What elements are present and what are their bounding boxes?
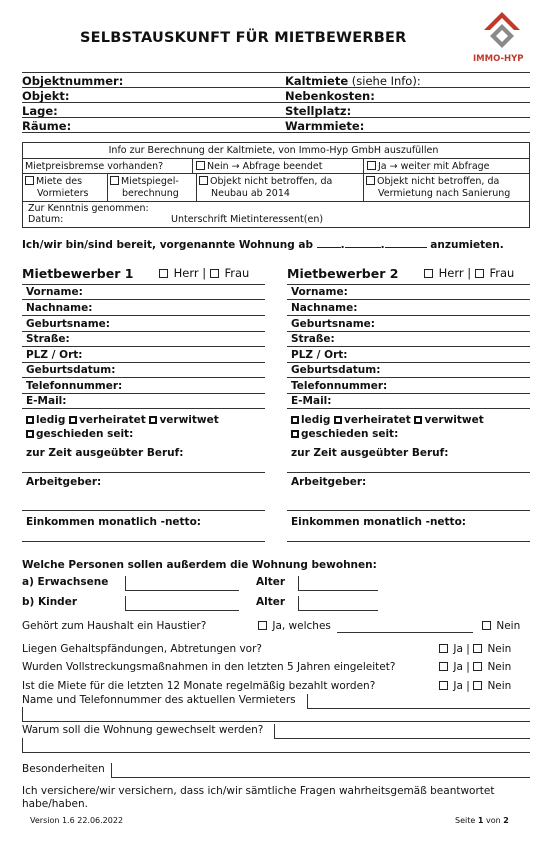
residents-question: Welche Personen sollen außerdem die Wohnung bewohnen: — [22, 559, 377, 571]
gehaltspfaendung-options[interactable]: Ja | Nein — [439, 643, 511, 655]
sanierung-option[interactable]: Objekt nicht betroffen, da Vermietung nach Sanierung — [366, 176, 510, 200]
company-logo — [474, 8, 530, 68]
ledig-checkbox[interactable] — [291, 416, 299, 424]
miete-bezahlt-question: Ist die Miete für die letzten 12 Monate regelmäßig bezahlt worden? — [22, 680, 376, 692]
page-title: SELBSTAUSKUNFT FÜR MIETBEWERBER — [80, 30, 407, 46]
intent-line: Ich/wir bin/sind bereit, vorgenannte Wohnung ab . . anzumieten. — [22, 239, 504, 251]
applicant-2-geburtsdatum: Geburtsdatum: — [291, 364, 381, 376]
herr-checkbox[interactable] — [424, 269, 433, 278]
declaration-line-1: Ich versichere/wir versichern, dass ich/wir sämtliche Fragen wahrheitsgemäß beantwortet — [22, 785, 495, 797]
applicant-2-salutation[interactable]: Herr | Frau — [424, 266, 514, 280]
haustier-ja-checkbox[interactable] — [258, 621, 267, 630]
haustier-nein-checkbox[interactable] — [482, 621, 491, 630]
mietpreisbremse-label: Mietpreisbremse vorhanden? — [25, 161, 164, 172]
arrow-right-icon: → — [231, 161, 240, 172]
applicant-1-strasse: Straße: — [26, 333, 70, 345]
applicant-1-heading: Mietbewerber 1 — [22, 266, 134, 281]
unterschrift-label: Unterschrift Mietinteressent(en) — [171, 214, 324, 225]
erwachsene-label: a) Erwachsene — [22, 576, 109, 588]
applicant-2-geschieden[interactable]: geschieden seit: — [291, 428, 398, 440]
neubau-checkbox[interactable] — [199, 176, 208, 185]
ja-checkbox[interactable] — [439, 644, 448, 653]
erwachsene-field[interactable] — [125, 590, 239, 591]
declaration-line-2: habe/haben. — [22, 798, 88, 810]
frau-checkbox[interactable] — [210, 269, 219, 278]
geschieden-checkbox[interactable] — [26, 430, 34, 438]
version-label: Version 1.6 22.06.2022 — [30, 816, 124, 825]
applicant-1-telefon: Telefonnummer: — [26, 380, 123, 392]
ja-checkbox[interactable] — [367, 161, 376, 170]
kinder-alter-field[interactable] — [298, 610, 378, 611]
kaltmiete-label: Kaltmiete (siehe Info): — [285, 74, 421, 88]
applicant-2-family-status[interactable]: ledig verheiratet verwitwet — [291, 414, 484, 426]
start-day-field[interactable] — [317, 239, 341, 248]
applicant-2-arbeitgeber: Arbeitgeber: — [291, 476, 367, 488]
vermieter-field[interactable] — [307, 708, 530, 709]
applicant-1-plz-ort: PLZ / Ort: — [26, 349, 83, 361]
verwitwet-checkbox[interactable] — [414, 416, 422, 424]
applicant-2-beruf: zur Zeit ausgeübter Beruf: — [291, 447, 449, 459]
frau-checkbox[interactable] — [475, 269, 484, 278]
applicant-1-vorname: Vorname: — [26, 286, 83, 298]
warmmiete-label: Warmmiete: — [285, 119, 365, 133]
haustier-nein-option[interactable]: Nein — [482, 620, 520, 632]
info-heading: Info zur Berechnung der Kaltmiete, von Immo-Hyp GmbH auszufüllen — [108, 145, 439, 156]
start-year-field[interactable] — [385, 239, 427, 248]
erwachsene-alter-field[interactable] — [298, 590, 378, 591]
warum-field-line-2[interactable] — [22, 752, 530, 753]
miete-bezahlt-options[interactable]: Ja | Nein — [439, 680, 511, 692]
applicant-2-email: E-Mail: — [291, 395, 332, 407]
ja-weiter-option[interactable]: Ja → weiter mit Abfrage — [367, 161, 490, 172]
nebenkosten-label: Nebenkosten: — [285, 89, 375, 103]
applicant-2-telefon: Telefonnummer: — [291, 380, 388, 392]
applicant-2-einkommen: Einkommen monatlich -netto: — [291, 516, 466, 528]
applicant-2-vorname: Vorname: — [291, 286, 348, 298]
mietspiegel-option[interactable]: Mietspiegel- berechnung — [110, 176, 179, 200]
stellplatz-label: Stellplatz: — [285, 104, 352, 118]
haustier-welches-field[interactable] — [337, 632, 473, 633]
nein-abfrage-option[interactable]: Nein → Abfrage beendet — [196, 161, 323, 172]
miete-vormieter-checkbox[interactable] — [25, 176, 34, 185]
gehaltspfaendung-question: Liegen Gehaltspfändungen, Abtretungen vor? — [22, 643, 262, 655]
verheiratet-checkbox[interactable] — [69, 416, 77, 424]
applicant-1-email: E-Mail: — [26, 395, 67, 407]
vollstreckung-question: Wurden Vollstreckungsmaßnahmen in den letzten 5 Jahren eingeleitet? — [22, 661, 396, 673]
warum-field[interactable] — [274, 738, 530, 739]
applicant-2-plz-ort: PLZ / Ort: — [291, 349, 348, 361]
applicant-2-nachname: Nachname: — [291, 302, 358, 314]
applicant-1-geschieden[interactable]: geschieden seit: — [26, 428, 133, 440]
geschieden-checkbox[interactable] — [291, 430, 299, 438]
verwitwet-checkbox[interactable] — [149, 416, 157, 424]
warum-label: Warum soll die Wohnung gewechselt werden? — [22, 724, 264, 736]
nein-checkbox[interactable] — [473, 644, 482, 653]
nein-checkbox[interactable] — [196, 161, 205, 170]
ja-checkbox[interactable] — [439, 662, 448, 671]
miete-vormieter-option[interactable]: Miete des Vormieters — [25, 176, 88, 200]
applicant-1-geburtsdatum: Geburtsdatum: — [26, 364, 116, 376]
besonderheiten-label: Besonderheiten — [22, 763, 105, 775]
page-number: Seite 1 von 2 — [455, 816, 509, 825]
logo-brand-text: IMMO-HYP — [473, 54, 524, 64]
neubau-option[interactable]: Objekt nicht betroffen, da Neubau ab 2014 — [199, 176, 332, 200]
sanierung-checkbox[interactable] — [366, 176, 375, 185]
datum-label: Datum: — [28, 214, 64, 225]
mietspiegel-checkbox[interactable] — [110, 176, 119, 185]
kinder-field[interactable] — [125, 610, 239, 611]
kenntnis-label: Zur Kenntnis genommen: — [28, 203, 149, 214]
vermieter-label: Name und Telefonnummer des aktuellen Vermieters — [22, 694, 296, 706]
besonderheiten-field[interactable] — [111, 777, 530, 778]
applicant-1-salutation[interactable]: Herr | Frau — [159, 266, 249, 280]
applicant-1-geburtsname: Geburtsname: — [26, 318, 110, 330]
applicant-1-family-status[interactable]: ledig verheiratet verwitwet — [26, 414, 219, 426]
applicant-1-nachname: Nachname: — [26, 302, 93, 314]
verheiratet-checkbox[interactable] — [334, 416, 342, 424]
haustier-question: Gehört zum Haushalt ein Haustier? — [22, 620, 207, 632]
applicant-1-einkommen: Einkommen monatlich -netto: — [26, 516, 201, 528]
kinder-alter-label: Alter — [256, 596, 286, 608]
start-month-field[interactable] — [345, 239, 381, 248]
vollstreckung-options[interactable]: Ja | Nein — [439, 661, 511, 673]
erwachsene-alter-label: Alter — [256, 576, 286, 588]
nein-checkbox[interactable] — [473, 662, 482, 671]
raeume-label: Räume: — [22, 119, 72, 133]
applicant-2-strasse: Straße: — [291, 333, 335, 345]
ledig-checkbox[interactable] — [26, 416, 34, 424]
haustier-ja-option[interactable]: Ja, welches — [258, 620, 331, 632]
vermieter-field-line-2[interactable] — [22, 721, 530, 722]
applicant-1-arbeitgeber: Arbeitgeber: — [26, 476, 102, 488]
arrow-right-icon: → — [389, 161, 398, 172]
herr-checkbox[interactable] — [159, 269, 168, 278]
lage-label: Lage: — [22, 104, 58, 118]
nein-checkbox[interactable] — [473, 681, 482, 690]
kinder-label: b) Kinder — [22, 596, 77, 608]
objekt-label: Objekt: — [22, 89, 70, 103]
applicant-1-beruf: zur Zeit ausgeübter Beruf: — [26, 447, 184, 459]
objektnummer-label: Objektnummer: — [22, 74, 124, 88]
applicant-2-heading: Mietbewerber 2 — [287, 266, 399, 281]
ja-checkbox[interactable] — [439, 681, 448, 690]
applicant-2-geburtsname: Geburtsname: — [291, 318, 375, 330]
